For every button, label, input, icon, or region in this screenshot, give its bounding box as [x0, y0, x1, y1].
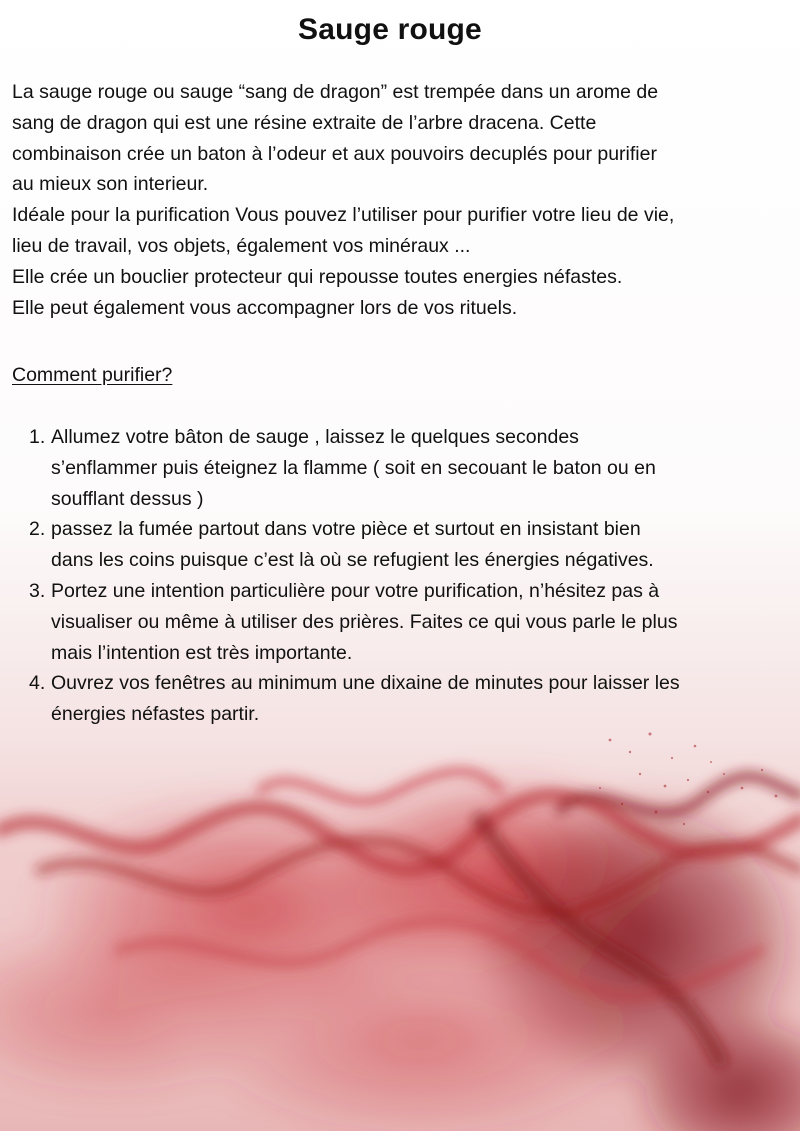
- intro-line: au mieux son interieur.: [12, 173, 209, 196]
- step-number: 2.: [29, 518, 46, 541]
- step-line: Ouvrez vos fenêtres au minimum une dixaine de minutes pour laisser les: [51, 672, 680, 695]
- step-line: passez la fumée partout dans votre pièce et surtout en insistant bien: [51, 518, 641, 541]
- step-number: 3.: [29, 579, 46, 602]
- step-item: [0, 576, 795, 668]
- intro-paragraph: [12, 77, 794, 323]
- purification-steps-list: [0, 422, 795, 730]
- step-item: [0, 422, 795, 514]
- step-number: 1.: [29, 426, 46, 448]
- intro-line: Idéale pour la purification Vous pouvez l’utiliser pour purifier votre lieu de vie,: [12, 204, 675, 227]
- step-line: s’enflammer puis éteignez la flamme ( soit en secouant le baton ou en: [51, 456, 656, 479]
- document-title: Sauge rouge: [298, 13, 482, 46]
- intro-line: sang de dragon qui est une résine extraite de l’arbre dracena. Cette: [12, 111, 597, 134]
- intro-line: La sauge rouge ou sauge “sang de dragon” est trempée dans un arome de: [12, 81, 659, 103]
- step-line: Portez une intention particulière pour votre purification, n’hésitez pas à: [51, 579, 660, 602]
- step-line: mais l’intention est très importante.: [51, 641, 353, 664]
- step-line: dans les coins puisque c’est là où se refugient les énergies négatives.: [51, 549, 654, 572]
- step-line: visualiser ou même à utiliser des prières. Faites ce qui vous parle le plus: [51, 610, 678, 633]
- step-item: [0, 514, 795, 576]
- step-line: Allumez votre bâton de sauge , laissez le quelques secondes: [51, 426, 579, 448]
- intro-line: Elle peut également vous accompagner lors de vos rituels.: [12, 296, 518, 319]
- section-heading: Comment purifier?: [12, 364, 173, 386]
- step-item: [0, 668, 795, 730]
- step-line: énergies néfastes partir.: [51, 703, 260, 726]
- intro-line: lieu de travail, vos objets, également vos minéraux ...: [12, 234, 471, 257]
- intro-line: Elle crée un bouclier protecteur qui repousse toutes energies néfastes.: [12, 265, 623, 288]
- step-line: soufflant dessus ): [51, 487, 204, 510]
- intro-line: combinaison crée un baton à l’odeur et aux pouvoirs decuplés pour purifier: [12, 142, 657, 165]
- step-number: 4.: [29, 672, 46, 695]
